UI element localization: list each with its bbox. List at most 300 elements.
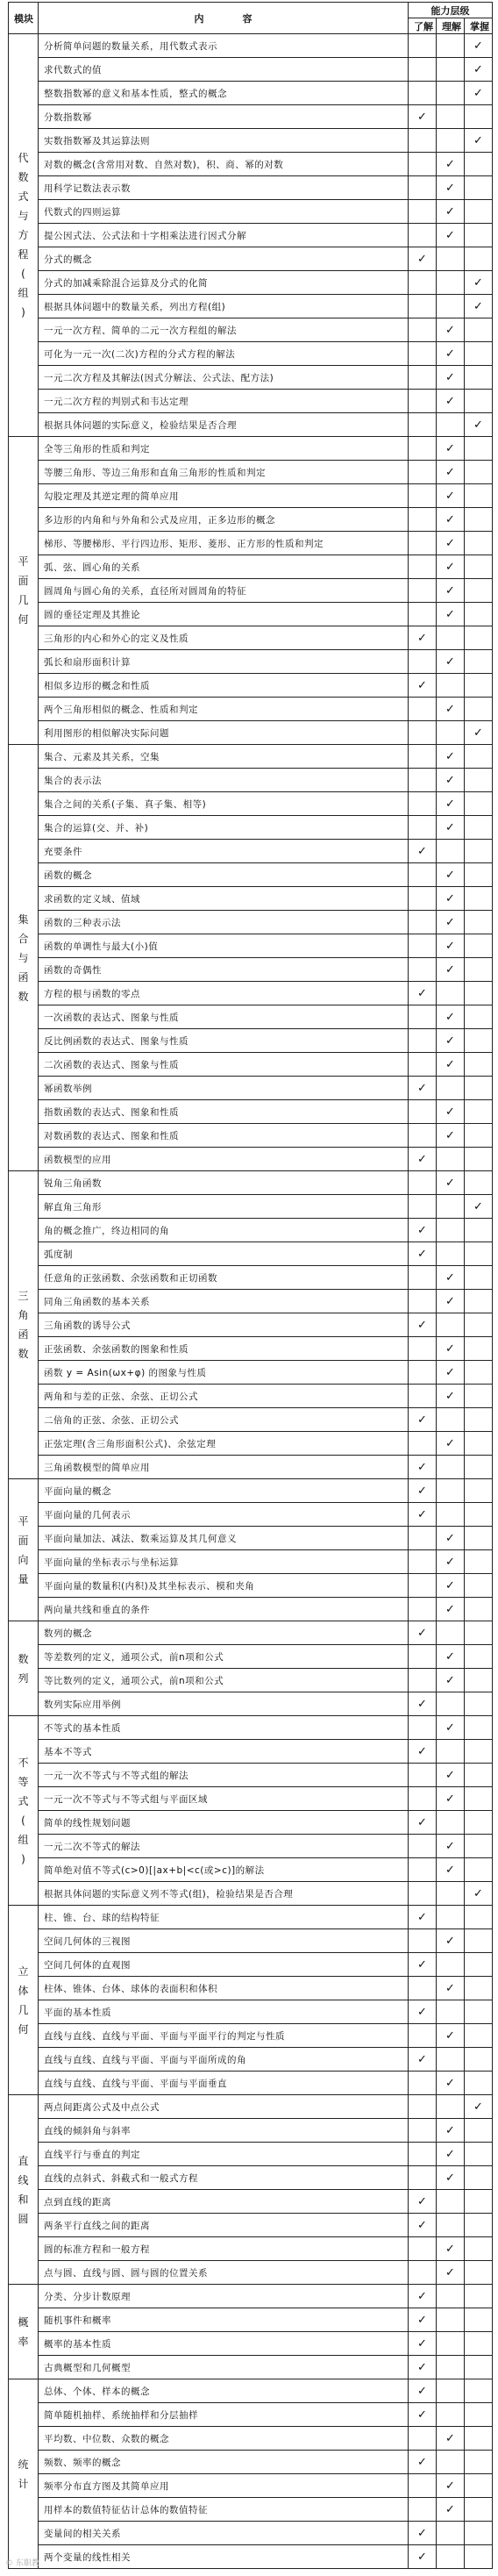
table-row — [9, 2522, 493, 2545]
level-cell-understand — [409, 934, 437, 958]
level-cell-comprehend — [437, 2498, 465, 2522]
content-cell: 平面向量的几何表示 — [39, 1503, 409, 1527]
level-cell-comprehend — [437, 437, 465, 461]
level-cell-comprehend — [437, 58, 465, 82]
level-cell-comprehend — [437, 413, 465, 437]
level-cell-master — [465, 1929, 493, 1953]
content-cell: 角的概念推广，终边相同的角 — [39, 1219, 409, 1242]
level-cell-comprehend — [437, 1811, 465, 1835]
check-icon: ✓ — [445, 2265, 455, 2279]
level-cell-understand — [409, 1337, 437, 1361]
level-cell-master — [465, 626, 493, 650]
level-cell-understand — [409, 1195, 437, 1219]
check-icon: ✓ — [445, 2242, 455, 2256]
content-cell: 函数的单调性与最大(小)值 — [39, 934, 409, 958]
level-cell-understand — [409, 1835, 437, 1858]
check-icon: ✓ — [417, 1413, 427, 1427]
level-cell-understand — [409, 2285, 437, 2308]
level-cell-master — [465, 1503, 493, 1527]
content-cell: 对数的概念(含常用对数、自然对数)，积、商、幂的对数 — [39, 153, 409, 176]
level-cell-master — [465, 295, 493, 318]
table-row — [9, 1645, 493, 1669]
content-cell: 二倍角的正弦、余弦、正切公式 — [39, 1408, 409, 1432]
level-cell-comprehend — [437, 390, 465, 413]
level-cell-understand — [409, 1621, 437, 1645]
level-cell-comprehend — [437, 1503, 465, 1527]
level-cell-understand — [409, 863, 437, 887]
content-cell: 两点间距离公式及中点公式 — [39, 2095, 409, 2119]
table-row — [9, 745, 493, 769]
level-cell-comprehend — [437, 1621, 465, 1645]
content-header: 内 容 — [39, 3, 409, 34]
level-cell-comprehend — [437, 1100, 465, 1124]
check-icon: ✓ — [445, 1602, 455, 1616]
level-cell-comprehend — [437, 295, 465, 318]
level-cell-understand — [409, 1906, 437, 1929]
content-cell: 空间几何体的三视图 — [39, 1929, 409, 1953]
level-cell-comprehend — [437, 2356, 465, 2379]
level-cell-understand — [409, 342, 437, 366]
level-cell-master — [465, 769, 493, 792]
curriculum-table — [8, 2, 493, 2569]
content-cell: 两向量共线和垂直的条件 — [39, 1598, 409, 1621]
content-cell: 平面的基本性质 — [39, 2000, 409, 2024]
level-cell-master — [465, 721, 493, 745]
table-body — [9, 34, 493, 2569]
level-cell-master — [465, 1716, 493, 1740]
content-cell: 基本不等式 — [39, 1740, 409, 1764]
watermark: © 东职教 — [5, 2559, 39, 2568]
table-row — [9, 1835, 493, 1858]
level-cell-comprehend — [437, 982, 465, 1005]
table-row — [9, 2048, 493, 2072]
table-row — [9, 508, 493, 532]
level-cell-understand — [409, 1574, 437, 1598]
level-cell-understand — [409, 1858, 437, 1882]
check-icon: ✓ — [445, 820, 455, 834]
content-cell: 整数指数幂的意义和基本性质，整式的概念 — [39, 82, 409, 105]
table-row — [9, 1337, 493, 1361]
table-row — [9, 2545, 493, 2569]
table-row — [9, 1906, 493, 1929]
check-icon: ✓ — [445, 1057, 455, 1071]
level-cell-comprehend — [437, 2024, 465, 2048]
level-cell-understand — [409, 579, 437, 603]
level-cell-understand — [409, 1313, 437, 1337]
level-cell-master — [465, 1005, 493, 1029]
level-cell-comprehend — [437, 2237, 465, 2261]
table-row — [9, 911, 493, 934]
table-row — [9, 2237, 493, 2261]
level-cell-comprehend — [437, 2427, 465, 2451]
table-row — [9, 863, 493, 887]
content-cell: 圆周角与圆心角的关系，直径所对圆周角的特征 — [39, 579, 409, 603]
level-cell-master — [465, 247, 493, 271]
table-row — [9, 1692, 493, 1716]
content-cell: 充要条件 — [39, 840, 409, 863]
level-cell-comprehend — [437, 1408, 465, 1432]
level-cell-understand — [409, 1077, 437, 1100]
check-icon: ✓ — [417, 1697, 427, 1711]
table-row — [9, 1858, 493, 1882]
level-cell-understand — [409, 413, 437, 437]
table-row — [9, 1242, 493, 1266]
level-cell-master — [465, 2308, 493, 2332]
level-cell-master — [465, 816, 493, 840]
level-cell-comprehend — [437, 34, 465, 58]
table-row — [9, 153, 493, 176]
table-row — [9, 1456, 493, 1479]
content-cell: 分式的加减乘除混合运算及分式的化简 — [39, 271, 409, 295]
level-cell-understand — [409, 2545, 437, 2569]
check-icon: ✓ — [417, 2336, 427, 2351]
check-icon: ✓ — [417, 2526, 427, 2540]
level-cell-master — [465, 1029, 493, 1053]
table-row — [9, 2356, 493, 2379]
content-cell: 勾股定理及其逆定理的简单应用 — [39, 484, 409, 508]
level-cell-master — [465, 2048, 493, 2072]
check-icon: ✓ — [473, 2100, 483, 2114]
check-icon: ✓ — [445, 1578, 455, 1592]
level-cell-understand — [409, 721, 437, 745]
level-cell-comprehend — [437, 792, 465, 816]
content-cell: 对数函数的表达式、图象和性质 — [39, 1124, 409, 1148]
check-icon: ✓ — [417, 844, 427, 858]
level-cell-comprehend — [437, 934, 465, 958]
level-cell-comprehend — [437, 1361, 465, 1385]
level-cell-understand — [409, 1811, 437, 1835]
table-row — [9, 1290, 493, 1313]
level-cell-comprehend — [437, 105, 465, 129]
level-cell-comprehend — [437, 1219, 465, 1242]
content-cell: 概率的基本性质 — [39, 2332, 409, 2356]
level-cell-understand — [409, 34, 437, 58]
table-row — [9, 2427, 493, 2451]
level-cell-master — [465, 1669, 493, 1692]
table-row — [9, 413, 493, 437]
table-row — [9, 1029, 493, 1053]
check-icon: ✓ — [445, 2029, 455, 2043]
module-name: 平 面 向 量 — [9, 1479, 39, 1621]
table-row — [9, 1219, 493, 1242]
table-row — [9, 224, 493, 247]
level-cell-master — [465, 2024, 493, 2048]
level-cell-understand — [409, 792, 437, 816]
level-cell-master — [465, 153, 493, 176]
level-cell-understand — [409, 2356, 437, 2379]
level-cell-understand — [409, 1148, 437, 1171]
level-cell-master — [465, 2451, 493, 2474]
content-cell: 函数模型的应用 — [39, 1148, 409, 1171]
level-cell-comprehend — [437, 1787, 465, 1811]
level-cell-master — [465, 2119, 493, 2143]
table-row — [9, 2095, 493, 2119]
table-row — [9, 1503, 493, 1527]
level-cell-understand — [409, 1361, 437, 1385]
level-cell-understand — [409, 2095, 437, 2119]
level-cell-comprehend — [437, 1550, 465, 1574]
content-cell: 空间几何体的直观图 — [39, 1953, 409, 1977]
check-icon: ✓ — [445, 1105, 455, 1119]
content-cell: 频数、频率的概念 — [39, 2451, 409, 2474]
table-row — [9, 295, 493, 318]
level-cell-understand — [409, 224, 437, 247]
table-row — [9, 1787, 493, 1811]
level-cell-understand — [409, 390, 437, 413]
check-icon: ✓ — [445, 347, 455, 361]
level-cell-comprehend — [437, 2332, 465, 2356]
check-icon: ✓ — [445, 1294, 455, 1308]
table-row — [9, 2308, 493, 2332]
level-cell-understand — [409, 58, 437, 82]
level-cell-understand — [409, 1645, 437, 1669]
level-cell-understand — [409, 650, 437, 674]
check-icon: ✓ — [445, 1389, 455, 1403]
level-cell-understand — [409, 484, 437, 508]
level-cell-master — [465, 2522, 493, 2545]
content-cell: 函数的奇偶性 — [39, 958, 409, 982]
level-cell-understand — [409, 1408, 437, 1432]
level-cell-comprehend — [437, 2545, 465, 2569]
level-cell-understand — [409, 176, 437, 200]
check-icon: ✓ — [473, 275, 483, 290]
level-cell-comprehend — [437, 2379, 465, 2403]
level-cell-understand — [409, 1290, 437, 1313]
level-cell-master — [465, 934, 493, 958]
level-cell-understand — [409, 2024, 437, 2048]
check-icon: ✓ — [445, 2171, 455, 2185]
table-row — [9, 840, 493, 863]
check-icon: ✓ — [445, 1863, 455, 1877]
level-cell-comprehend — [437, 555, 465, 579]
check-icon: ✓ — [417, 1223, 427, 1237]
content-cell: 简单随机抽样、系统抽样和分层抽样 — [39, 2403, 409, 2427]
module-header: 模块 — [9, 3, 39, 34]
level-cell-master — [465, 1077, 493, 1100]
check-icon: ✓ — [417, 631, 427, 645]
level-cell-master — [465, 532, 493, 555]
level-cell-comprehend — [437, 650, 465, 674]
check-icon: ✓ — [473, 726, 483, 740]
level-cell-comprehend — [437, 129, 465, 153]
level-cell-master — [465, 2000, 493, 2024]
table-row — [9, 318, 493, 342]
check-icon: ✓ — [445, 702, 455, 716]
content-cell: 反比例函数的表达式、图象与性质 — [39, 1029, 409, 1053]
level-cell-comprehend — [437, 1313, 465, 1337]
content-cell: 一元一次不等式与不等式组与平面区域 — [39, 1787, 409, 1811]
check-icon: ✓ — [445, 773, 455, 787]
level-cell-master — [465, 2166, 493, 2190]
table-row — [9, 603, 493, 626]
table-row — [9, 1053, 493, 1077]
check-icon: ✓ — [417, 1152, 427, 1166]
content-cell: 一元二次方程及其解法(因式分解法、公式法、配方法) — [39, 366, 409, 390]
table-row — [9, 2119, 493, 2143]
check-icon: ✓ — [445, 1270, 455, 1284]
content-cell: 点到直线的距离 — [39, 2190, 409, 2214]
level-cell-comprehend — [437, 508, 465, 532]
level-cell-understand — [409, 1716, 437, 1740]
level-cell-understand — [409, 1432, 437, 1456]
table-row — [9, 555, 493, 579]
content-cell: 解直角三角形 — [39, 1195, 409, 1219]
level-cell-comprehend — [437, 2190, 465, 2214]
content-cell: 直线的点斜式、斜截式和一般式方程 — [39, 2166, 409, 2190]
level-cell-master — [465, 887, 493, 911]
level-cell-understand — [409, 1456, 437, 1479]
check-icon: ✓ — [445, 1721, 455, 1735]
level-cell-master — [465, 1527, 493, 1550]
level-cell-comprehend — [437, 816, 465, 840]
level-cell-understand — [409, 1385, 437, 1408]
check-icon: ✓ — [417, 2550, 427, 2564]
level-cell-master — [465, 2072, 493, 2095]
check-icon: ✓ — [417, 1744, 427, 1758]
content-cell: 根据具体问题的实际意义，检验结果是否合理 — [39, 413, 409, 437]
table-row — [9, 58, 493, 82]
content-cell: 一元一次方程、简单的二元一次方程组的解法 — [39, 318, 409, 342]
level-cell-master — [465, 2403, 493, 2427]
table-row — [9, 2451, 493, 2474]
table-row — [9, 1124, 493, 1148]
check-icon: ✓ — [445, 323, 455, 337]
level-cell-comprehend — [437, 745, 465, 769]
level-cell-comprehend — [437, 271, 465, 295]
content-cell: 柱、锥、台、球的结构特征 — [39, 1906, 409, 1929]
level-cell-master — [465, 1787, 493, 1811]
level-cell-comprehend — [437, 1906, 465, 1929]
check-icon: ✓ — [417, 2218, 427, 2232]
level-cell-comprehend — [437, 1479, 465, 1503]
check-icon: ✓ — [445, 157, 455, 171]
table-row — [9, 105, 493, 129]
level-cell-comprehend — [437, 1077, 465, 1100]
level-cell-master — [465, 2545, 493, 2569]
level-cell-master — [465, 34, 493, 58]
level-cell-comprehend — [437, 200, 465, 224]
table-row — [9, 2285, 493, 2308]
level-cell-comprehend — [437, 1053, 465, 1077]
content-cell: 圆的垂径定理及其推论 — [39, 603, 409, 626]
content-cell: 正弦函数、余弦函数的图象和性质 — [39, 1337, 409, 1361]
table-row — [9, 698, 493, 721]
level-cell-comprehend — [437, 366, 465, 390]
level-cell-understand — [409, 1219, 437, 1242]
level-cell-master — [465, 105, 493, 129]
table-row — [9, 2261, 493, 2285]
level-cell-understand — [409, 1929, 437, 1953]
module-name: 数 列 — [9, 1621, 39, 1716]
level-cell-master — [465, 2237, 493, 2261]
level-cell-comprehend — [437, 1882, 465, 1906]
content-cell: 变量间的相关关系 — [39, 2522, 409, 2545]
level-cell-master — [465, 366, 493, 390]
level-cell-understand — [409, 2379, 437, 2403]
table-row — [9, 887, 493, 911]
table-row — [9, 1574, 493, 1598]
check-icon: ✓ — [445, 204, 455, 218]
level-cell-master — [465, 1148, 493, 1171]
level-cell-understand — [409, 1503, 437, 1527]
level-cell-master — [465, 484, 493, 508]
level-cell-master — [465, 1337, 493, 1361]
level-cell-master — [465, 1574, 493, 1598]
check-icon: ✓ — [445, 512, 455, 526]
check-icon: ✓ — [417, 1815, 427, 1829]
check-icon: ✓ — [445, 228, 455, 242]
level-cell-master — [465, 1195, 493, 1219]
content-cell: 等差数列的定义，通项公式，前n项和公式 — [39, 1645, 409, 1669]
check-icon: ✓ — [445, 181, 455, 195]
table-row — [9, 2190, 493, 2214]
level-cell-understand — [409, 555, 437, 579]
table-row — [9, 34, 493, 58]
check-icon: ✓ — [417, 2194, 427, 2208]
check-icon: ✓ — [473, 39, 483, 53]
check-icon: ✓ — [417, 986, 427, 1000]
content-cell: 分析简单问题的数量关系，用代数式表示 — [39, 34, 409, 58]
content-cell: 分类、分步计数原理 — [39, 2285, 409, 2308]
check-icon: ✓ — [445, 1768, 455, 1782]
level-cell-understand — [409, 2072, 437, 2095]
level-cell-understand — [409, 1100, 437, 1124]
level-cell-comprehend — [437, 579, 465, 603]
level-cell-comprehend — [437, 2119, 465, 2143]
level-cell-understand — [409, 911, 437, 934]
table-row — [9, 390, 493, 413]
level-cell-comprehend — [437, 1432, 465, 1456]
content-cell: 频率分布直方图及其简单应用 — [39, 2474, 409, 2498]
level-cell-understand — [409, 745, 437, 769]
check-icon: ✓ — [417, 1247, 427, 1261]
level-cell-comprehend — [437, 1669, 465, 1692]
level-cell-understand — [409, 200, 437, 224]
level-cell-master — [465, 437, 493, 461]
level-cell-master — [465, 2474, 493, 2498]
level-cell-understand — [409, 271, 437, 295]
content-cell: 锐角三角函数 — [39, 1171, 409, 1195]
check-icon: ✓ — [445, 441, 455, 455]
table-row — [9, 1266, 493, 1290]
level-cell-master — [465, 1740, 493, 1764]
content-cell: 三角函数模型的简单应用 — [39, 1456, 409, 1479]
level-cell-comprehend — [437, 1171, 465, 1195]
level-cell-comprehend — [437, 1266, 465, 1290]
level-cell-master — [465, 176, 493, 200]
level-cell-comprehend — [437, 318, 465, 342]
table-row — [9, 2143, 493, 2166]
level-cell-understand — [409, 603, 437, 626]
check-icon: ✓ — [417, 1507, 427, 1521]
level-cell-understand — [409, 2119, 437, 2143]
table-row — [9, 2474, 493, 2498]
table-row — [9, 2024, 493, 2048]
module-name: 概 率 — [9, 2285, 39, 2379]
level-cell-understand — [409, 1527, 437, 1550]
level-cell-understand — [409, 1740, 437, 1764]
table-row — [9, 1313, 493, 1337]
level-cell-comprehend — [437, 342, 465, 366]
level-cell-understand — [409, 129, 437, 153]
ability-level-header: 能力层级 — [409, 3, 493, 18]
content-cell: 平均数、中位数、众数的概念 — [39, 2427, 409, 2451]
table-row — [9, 484, 493, 508]
level-cell-comprehend — [437, 1124, 465, 1148]
level-cell-master — [465, 1764, 493, 1787]
check-icon: ✓ — [445, 2123, 455, 2137]
check-icon: ✓ — [417, 2005, 427, 2019]
